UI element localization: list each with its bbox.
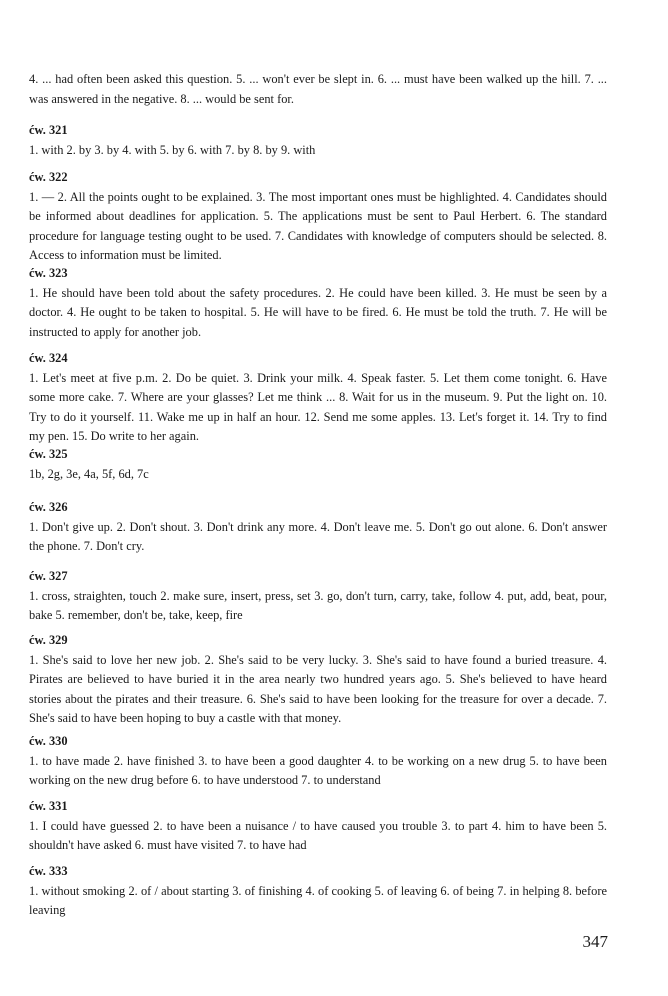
exercise-heading: ćw. 329 <box>29 633 68 647</box>
intro-text: 4. ... had often been asked this question. 5. ... won't ever be slept in. 6. ... must have been walked up the hill. 7. ... was answered in the negative. 8. ... would be sent for. <box>29 72 607 106</box>
exercise-heading: ćw. 321 <box>29 123 68 137</box>
page-number: 347 <box>582 932 608 951</box>
exercise-heading: ćw. 327 <box>29 569 68 583</box>
exercise-answers: 1. cross, straighten, touch 2. make sure, insert, press, set 3. go, don't turn, carry, take, follow 4. put, add, beat, pour, bake 5. remember, don't be, take, keep, fire <box>29 588 607 622</box>
exercise-329 <box>29 631 607 729</box>
exercise-answers: 1. He should have been told about the safety procedures. 2. He could have been killed. 3. He must be seen by a doctor. 4. He ought to be taken to hospital. 5. He will have to be fired. 6. He must be told the truth. 7. He will be instructed to apply for another job. <box>29 285 607 339</box>
exercise-heading: ćw. 324 <box>29 351 68 365</box>
exercise-heading: ćw. 333 <box>29 864 68 878</box>
exercise-answers: 1. to have made 2. have finished 3. to have been a good daughter 4. to be working on a new drug 5. to have been working on the new drug before 6. to have understood 7. to understand <box>29 753 607 787</box>
exercise-322 <box>29 168 607 266</box>
exercise-327 <box>29 567 607 626</box>
exercise-heading: ćw. 323 <box>29 266 68 280</box>
exercise-326 <box>29 498 607 557</box>
exercise-heading: ćw. 325 <box>29 447 68 461</box>
exercise-324 <box>29 349 607 447</box>
exercise-answers: 1b, 2g, 3e, 4a, 5f, 6d, 7c <box>29 466 149 481</box>
exercise-321 <box>29 121 607 160</box>
exercise-answers: 1. Let's meet at five p.m. 2. Do be quiet. 3. Drink your milk. 4. Speak faster. 5. Let them come tonight. 6. Have some more cake. 7. Where are your glasses? Let me think ... 8. Wait for us in the museum. 9. Put the light on. 10. Try to do it yourself. 11. Wake me up in half an hour. 12. Send me some apples. 13. Let's forget it. 14. Try to find my pen. 15. Do write to her again. <box>29 370 607 443</box>
exercise-325 <box>29 445 607 484</box>
exercise-heading: ćw. 331 <box>29 799 68 813</box>
exercise-333 <box>29 862 607 921</box>
exercise-answers: 1. She's said to love her new job. 2. She's said to be very lucky. 3. She's said to have found a buried treasure. 4. Pirates are believed to have buried it in the area nearly two hundred years ago. 5. She's believed to have heard stories about the pirates and their treasure. 6. She's said to have been looking for the treasure for over a decade. 7. She's said to have been hoping to buy a castle with that money. <box>29 652 607 725</box>
exercise-heading: ćw. 322 <box>29 170 68 184</box>
exercise-answers: 1. Don't give up. 2. Don't shout. 3. Don't drink any more. 4. Don't leave me. 5. Don't go out alone. 6. Don't answer the phone. 7. Don't cry. <box>29 519 607 553</box>
exercise-answers: 1. I could have guessed 2. to have been a nuisance / to have caused you trouble 3. to part 4. him to have been 5. shouldn't have asked 6. must have visited 7. to have had <box>29 818 607 852</box>
exercise-323 <box>29 264 607 342</box>
exercise-331 <box>29 797 607 856</box>
intro-answers <box>29 70 607 109</box>
exercise-heading: ćw. 330 <box>29 734 68 748</box>
exercise-heading: ćw. 326 <box>29 500 68 514</box>
exercise-answers: 1. without smoking 2. of / about starting 3. of finishing 4. of cooking 5. of leaving 6. of being 7. in helping 8. before leaving <box>29 883 607 917</box>
exercise-answers: 1. — 2. All the points ought to be explained. 3. The most important ones must be highlighted. 4. Candidates should be informed about deadlines for application. 5. The applications must be sent to Paul Herbert. 6. The standard procedure for language testing ought to be used. 7. Candidates with knowledge of computers should be selected. 8. Access to information must be limited. <box>29 189 607 262</box>
exercise-330 <box>29 732 607 791</box>
exercise-answers: 1. with 2. by 3. by 4. with 5. by 6. with 7. by 8. by 9. with <box>29 142 316 157</box>
